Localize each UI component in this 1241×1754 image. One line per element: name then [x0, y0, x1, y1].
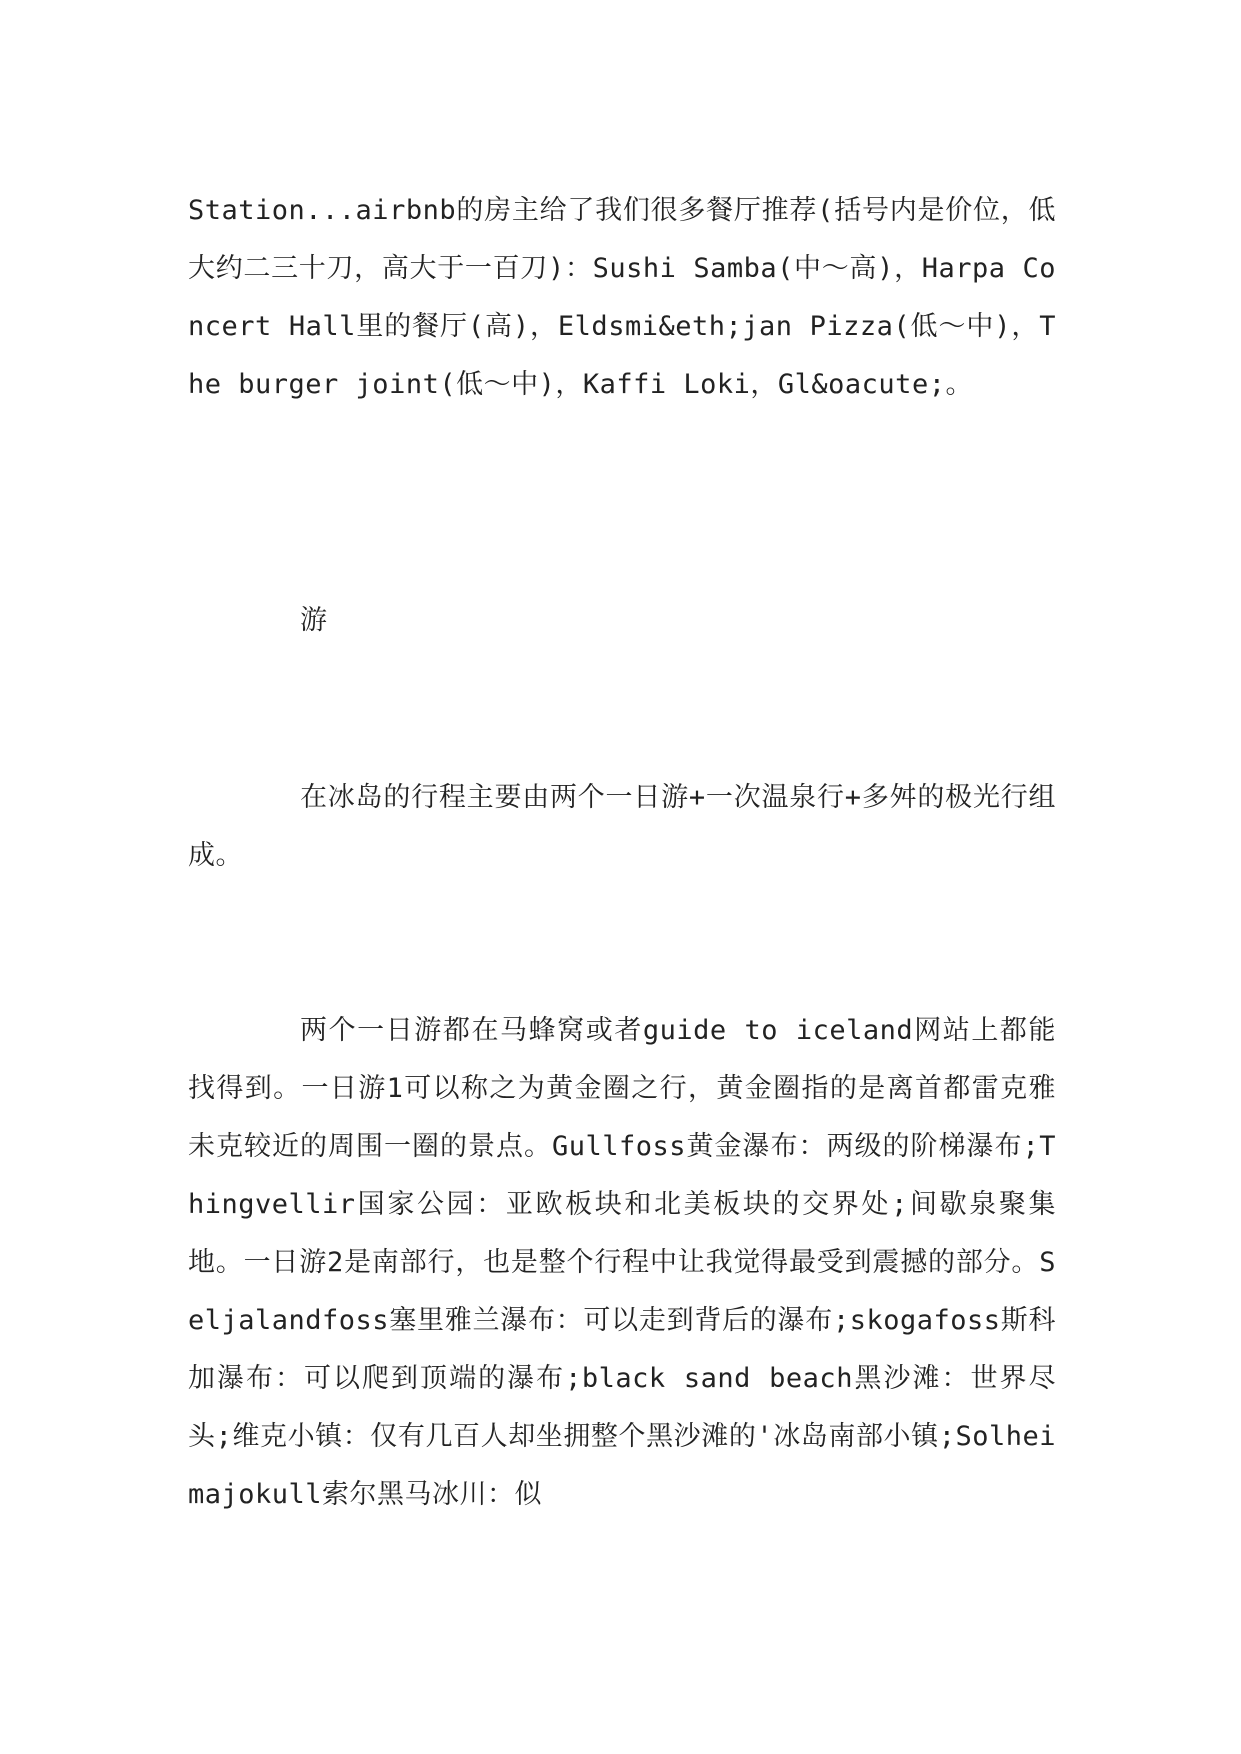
paragraph-restaurants: Station...airbnb的房主给了我们很多餐厅推荐(括号内是价位，低大约二三十刀，高大于一百刀)：Sushi Samba(中～高)，Harpa Concert Hall里的餐厅(高)，Eldsmi&eth;jan Pizza(低～中)，The burger joint(低～中)，Kaffi Loki，Gl&oacute;。 — [188, 195, 1056, 400]
paragraph-day-tours: 两个一日游都在马蜂窝或者guide to iceland网站上都能找得到。一日游1可以称之为黄金圈之行，黄金圈指的是离首都雷克雅未克较近的周围一圈的景点。Gullfoss黄金瀑布：两级的阶梯瀑布;Thingvellir国家公园：亚欧板块和北美板块的交界处;间歇泉聚集地。一日游2是南部行，也是整个行程中让我觉得最受到震撼的部分。Seljalandfoss塞里雅兰瀑布：可以走到背后的瀑布;skogafoss斯科加瀑布：可以爬到顶端的瀑布;black sand beach黑沙滩：世界尽头;维克小镇：仅有几百人却坐拥整个黑沙滩的'冰岛南部小镇;Solheimajokull索尔黑马冰川：似 — [188, 1015, 1056, 1510]
paragraph-itinerary: 在冰岛的行程主要由两个一日游+一次温泉行+多舛的极光行组成。 — [188, 782, 1056, 871]
section-heading: 游 — [300, 605, 328, 636]
